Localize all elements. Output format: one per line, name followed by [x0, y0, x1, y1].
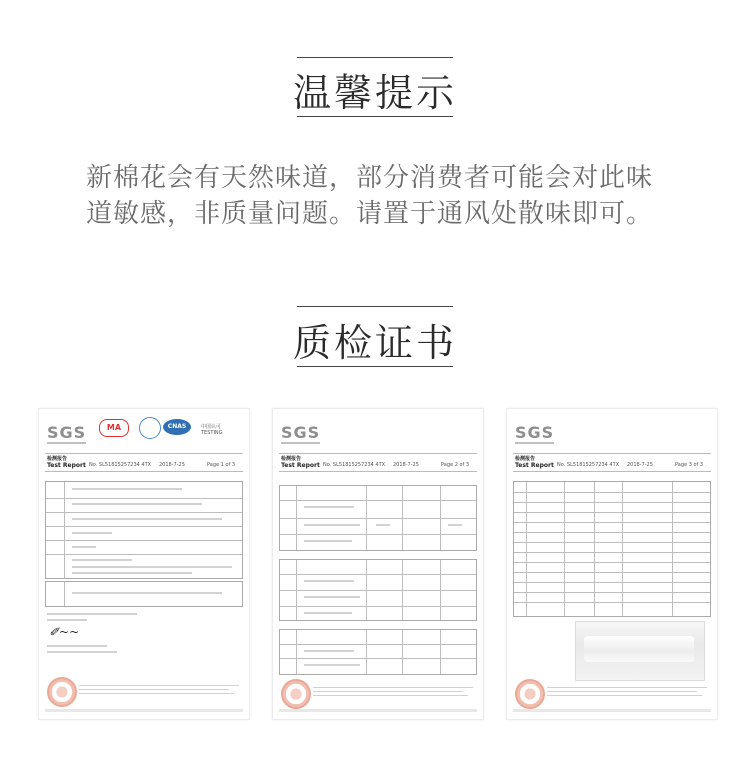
report-date: 2018-7-25: [159, 462, 185, 468]
report-results-table-2: [279, 559, 477, 621]
report-number: No. SL51815257234 4TX: [557, 462, 620, 468]
report-date: 2018-7-25: [393, 462, 419, 468]
official-seal: [281, 679, 311, 709]
product-photo: [575, 621, 705, 681]
sgs-logo: SGS: [47, 423, 87, 442]
report-conclusion-box: [45, 581, 243, 607]
certificate-title-top-rule: [297, 306, 453, 307]
report-page: Page 3 of 3: [675, 462, 704, 468]
official-seal: [515, 679, 545, 709]
report-number: No. SL51815257234 4TX: [323, 462, 386, 468]
report-amine-table: [513, 481, 711, 617]
report-number: No. SL51815257234 4TX: [89, 462, 152, 468]
report-date: 2018-7-25: [627, 462, 653, 468]
notice-line-1: 新棉花会有天然味道，部分消费者可能会对此味: [86, 163, 654, 193]
report-page: Page 2 of 3: [441, 462, 470, 468]
sgs-logo: SGS: [515, 423, 555, 442]
report-en-title: Test Report: [515, 462, 554, 469]
cma-logo: MA: [99, 419, 129, 437]
report-cn-title: 检测报告: [281, 456, 302, 462]
report-page: Page 1 of 3: [207, 462, 236, 468]
notice-title: 温馨提示: [292, 71, 457, 115]
ilac-mra-logo: [139, 417, 161, 439]
signature: ✐~~: [49, 625, 80, 639]
test-report-page-3: [506, 408, 718, 720]
report-results-table-1: [279, 485, 477, 551]
certificate-title-bottom-rule: [297, 366, 453, 367]
certificate-title: 质检证书: [292, 321, 457, 365]
official-seal: [47, 677, 77, 707]
notice-line-2: 道敏感，非质量问题。请置于通风处散味即可。: [86, 199, 654, 229]
test-report-page-1: SGS MA CNAS 中国认可 TESTING 检测报告 Test Report No. SL51815257234 4TX 2018-7-25 Page 1 of 3 ✐~~: [38, 408, 250, 720]
cnas-logo: CNAS: [163, 419, 191, 435]
sgs-logo: SGS: [281, 423, 321, 442]
notice-title-top-rule: [297, 57, 453, 58]
test-report-page-2: [272, 408, 484, 720]
report-results-table-3: [279, 629, 477, 675]
report-info-table: [45, 481, 243, 579]
notice-title-bottom-rule: [297, 116, 453, 117]
report-en-title: Test Report: [281, 462, 320, 469]
report-cn-title: 检测报告: [47, 456, 68, 462]
report-en-title: Test Report: [47, 462, 86, 469]
report-cn-title: 检测报告: [515, 456, 536, 462]
